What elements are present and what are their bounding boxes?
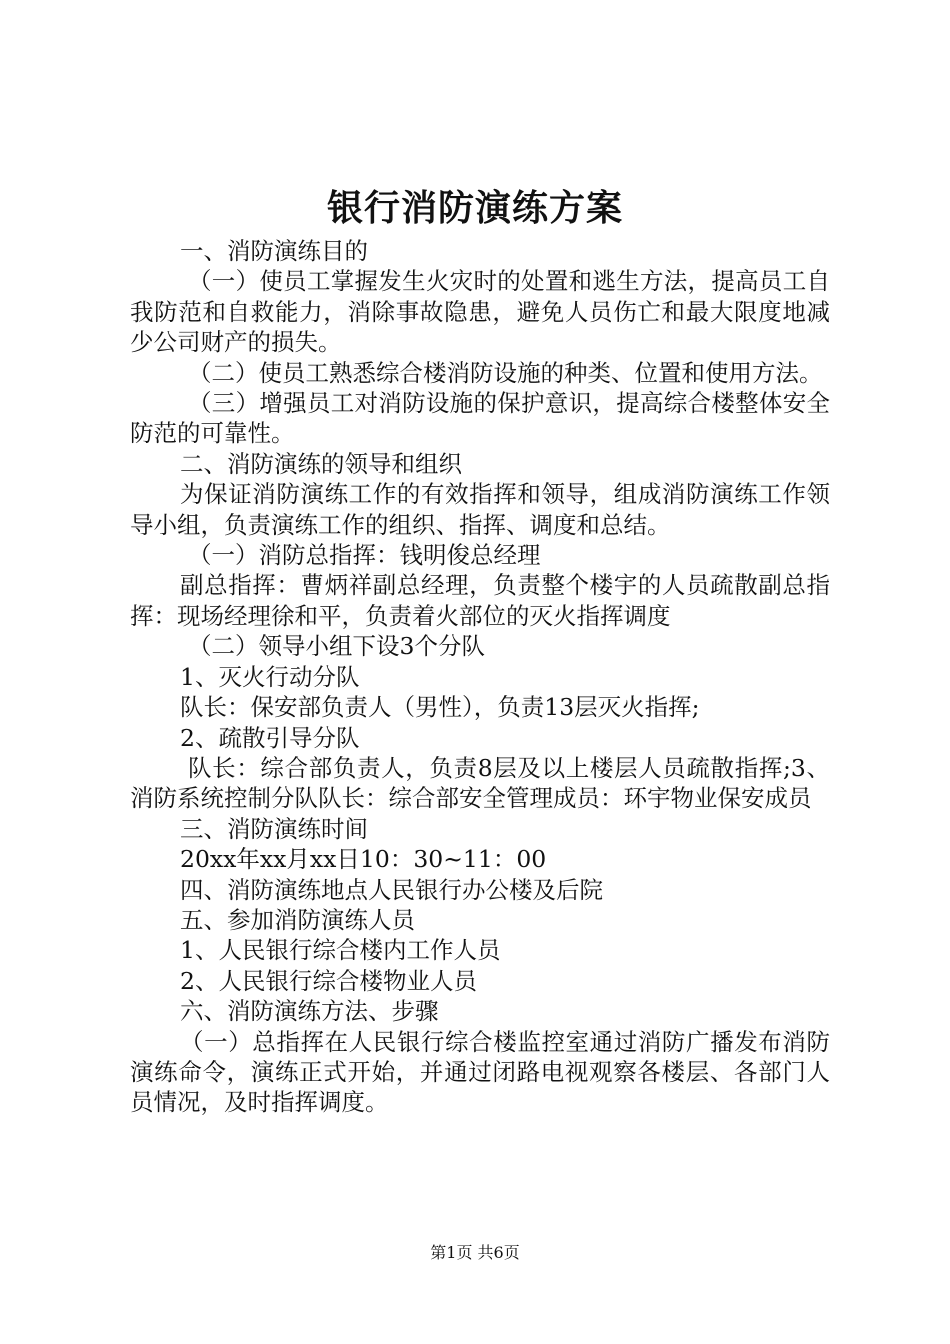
paragraph: 队长：保安部负责人（男性），负责13层灭火指挥;	[180, 693, 700, 722]
paragraph: （二）使员工熟悉综合楼消防设施的种类、位置和使用方法。	[188, 358, 823, 387]
section-heading-3: 三、消防演练时间	[180, 814, 368, 843]
section-heading-2: 二、消防演练的领导和组织	[180, 449, 462, 478]
section-heading-6: 六、消防演练方法、步骤	[180, 997, 439, 1026]
paragraph: 1、人民银行综合楼内工作人员	[180, 936, 501, 965]
paragraph: （一）总指挥在人民银行综合楼监控室通过消防广播发布消防演练命令，演练正式开始，并通过闭路电视观察各楼层、各部门人员情况，及时指挥调度。	[130, 1027, 830, 1117]
section-heading-4: 四、消防演练地点人民银行办公楼及后院	[180, 875, 603, 904]
paragraph: 1、灭火行动分队	[180, 662, 360, 691]
paragraph: 20xx年xx月xx日10：30~11：00	[180, 845, 547, 874]
paragraph: （三）增强员工对消防设施的保护意识，提高综合楼整体安全防范的可靠性。	[130, 389, 830, 448]
section-heading-1: 一、消防演练目的	[180, 237, 368, 265]
paragraph: 副总指挥：曹炳祥副总经理，负责整个楼宇的人员疏散副总指挥：现场经理徐和平，负责着火部位的灭火指挥调度	[130, 571, 830, 630]
paragraph: 2、人民银行综合楼物业人员	[180, 966, 477, 995]
paragraph: 2、疏散引导分队	[180, 723, 360, 752]
paragraph: （一）消防总指挥：钱明俊总经理	[188, 541, 541, 570]
paragraph: 队长：综合部负责人，负责8层及以上楼层人员疏散指挥;3、消防系统控制分队队长：综合部安全管理成员：环宇物业保安成员	[130, 753, 830, 813]
paragraph: （二）领导小组下设3个分队	[188, 632, 485, 661]
document-title: 银行消防演练方案	[326, 187, 623, 229]
document-body	[130, 236, 830, 1118]
section-heading-5: 五、参加消防演练人员	[180, 905, 415, 934]
page-indicator: 第1页 共6页	[430, 1243, 520, 1262]
paragraph: 为保证消防演练工作的有效指挥和领导，组成消防演练工作领导小组，负责演练工作的组织、指挥、调度和总结。	[130, 480, 830, 539]
paragraph: （一）使员工掌握发生火灾时的处置和逃生方法，提高员工自我防范和自救能力，消除事故隐患，避免人员伤亡和最大限度地减少公司财产的损失。	[130, 267, 830, 357]
